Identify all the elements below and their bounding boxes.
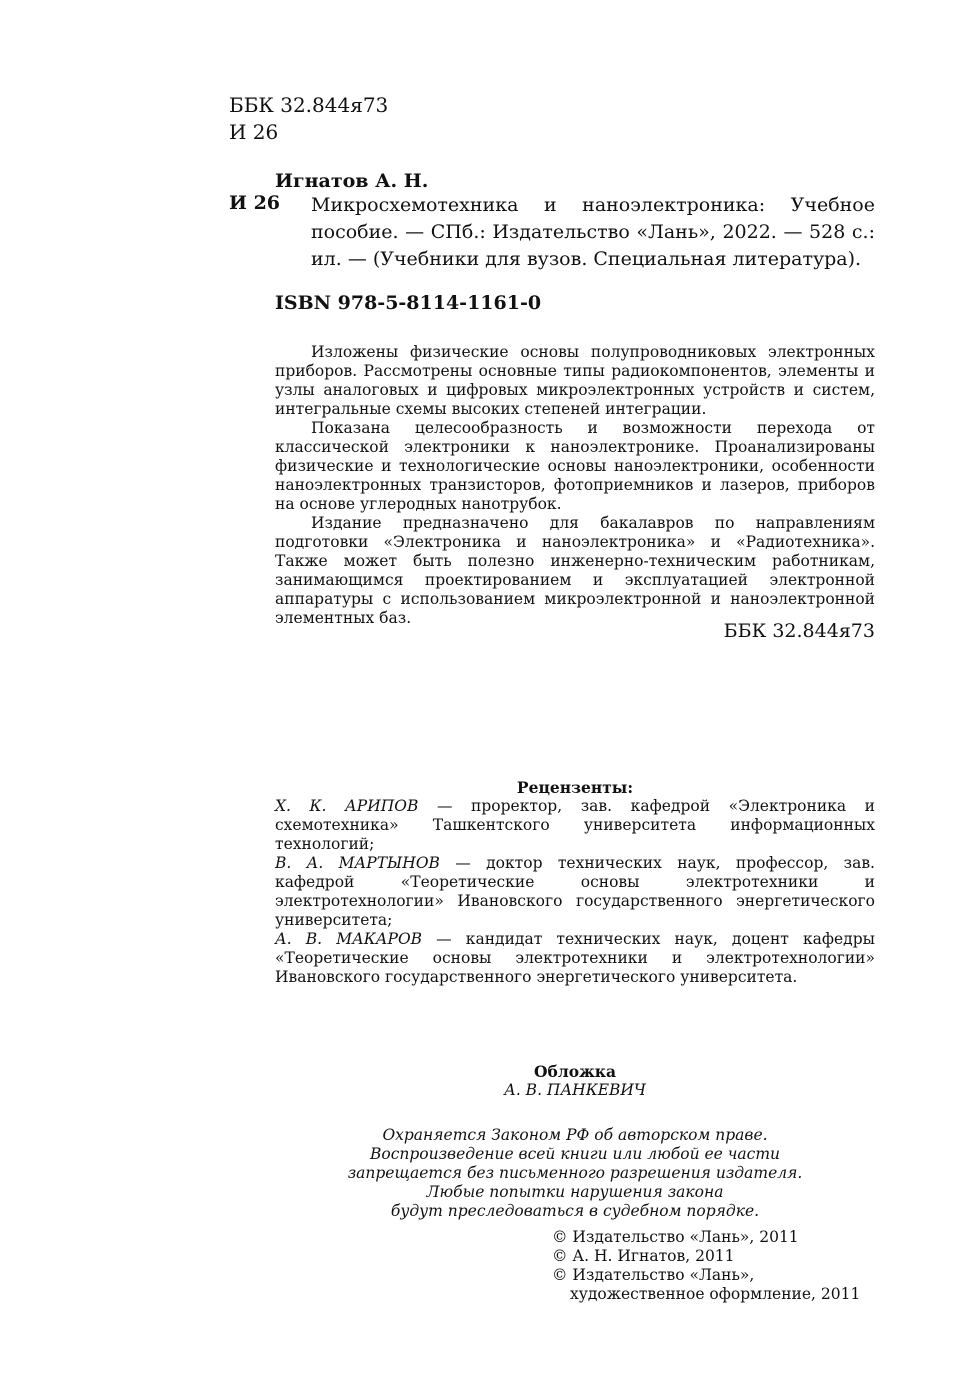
copyright-line: © Издательство «Лань», 2011 (552, 1228, 799, 1246)
bbk-code: ББК 32.844я73 (229, 93, 389, 117)
isbn: ISBN 978-5-8114-1161-0 (275, 292, 542, 314)
title-text: Микросхемотехника и наноэлектроника: Учебное пособие. — СПб.: Издательство «Лань», 2022. — 528 с.: ил. — (Учебники для вузов. Специальная литература). (311, 194, 875, 270)
reviewer-entry (275, 930, 875, 987)
reviewers-section (275, 778, 875, 987)
cover-artist: А. В. ПАНКЕВИЧ (504, 1081, 646, 1099)
abstract-paragraph: Издание предназначено для бакалавров по направлениям подготовки «Электроника и наноэлектроника» и «Радиотехника». Также может быть полезно инженерно-техническим работникам, занимающимся проектированием и эксплуатацией электронной аппаратуры с использованием микроэлектронной и наноэлектронной элементных баз. (275, 514, 875, 627)
author-code: И 26 (229, 192, 281, 214)
author-name: Игнатов А. Н. (275, 170, 429, 192)
notice-line: запрещается без письменного разрешения издателя. (347, 1164, 803, 1182)
abstract-paragraph: Изложены физические основы полупроводниковых электронных приборов. Рассмотрены основные типы радиокомпонентов, элементы и узлы аналоговых и цифровых микроэлектронных устройств и систем, интегральные схемы высоких степеней интеграции. (275, 343, 875, 418)
bbk-header (229, 92, 388, 146)
reviewer-desc: — доктор технических наук, профессор, зав. кафедрой «Теоретические основы электротехники и электротехнологии» Ивановского государственного энергетического университета; (275, 854, 875, 929)
reviewer-desc: — кандидат технических наук, доцент кафедры «Теоретические основы электротехники и электротехнологии» Ивановского государственного энергетического университета. (275, 930, 875, 986)
cover-credit (275, 1062, 875, 1100)
notice-line: будут преследоваться в судебном порядке. (390, 1202, 760, 1220)
abstract (275, 343, 875, 628)
reviewers-heading: Рецензенты: (516, 778, 634, 797)
copyright-block (552, 1228, 860, 1304)
abstract-paragraph: Показана целесообразность и возможности перехода от классической электроники к наноэлектронике. Проанализированы физические и технологические основы наноэлектроники, особенности наноэлектронных транзисторов, фотоприемников и лазеров, приборов на основе углеродных нанотрубок. (275, 419, 875, 513)
cover-heading: Обложка (534, 1062, 616, 1081)
reviewer-name: А. В. МАКАРОВ (275, 930, 423, 948)
copyright-notice (275, 1126, 875, 1221)
reviewer-entry (275, 854, 875, 930)
copyright-line: © А. Н. Игнатов, 2011 (552, 1247, 735, 1265)
copyright-line: © Издательство «Лань», (552, 1266, 755, 1284)
bbk-code-right: ББК 32.844я73 (723, 620, 875, 642)
notice-line: Охраняется Законом РФ об авторском праве. (382, 1126, 768, 1144)
reviewer-name: Х. К. АРИПОВ (275, 797, 419, 815)
reviewer-desc: — проректор, зав. кафедрой «Электроника и схемотехника» Ташкентского университета информационных технологий; (275, 797, 875, 853)
copyright-line: художественное оформление, 2011 (570, 1285, 861, 1303)
reviewer-entry (275, 797, 875, 854)
notice-line: Воспроизведение всей книги или любой ее части (369, 1145, 781, 1163)
bibliographic-description (275, 192, 875, 273)
reviewer-name: В. А. МАРТЫНОВ (275, 854, 440, 872)
notice-line: Любые попытки нарушения закона (426, 1183, 724, 1201)
author-index: И 26 (229, 120, 279, 144)
